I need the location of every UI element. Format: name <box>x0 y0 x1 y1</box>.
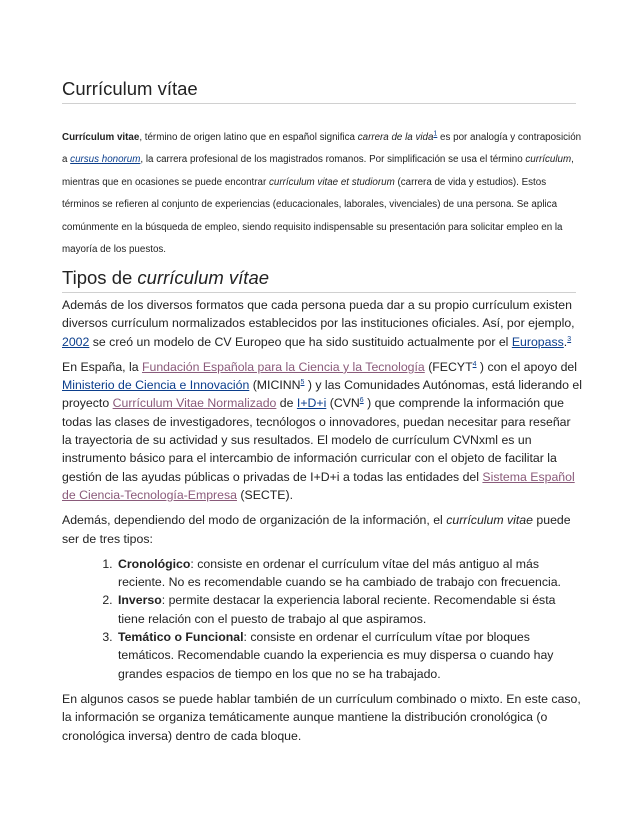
cursus-honorum-link[interactable]: cursus honorum <box>70 154 141 166</box>
fecyt-link[interactable]: Fundación Española para la Ciencia y la Tecnología <box>141 359 425 374</box>
intro-term: Currículum vitae <box>62 132 140 143</box>
intro-paragraph: Currículum vitae, término de origen latino que en español significa carrera de la vida$^1$ es por analogía y contraposición a cursus honorum, la carrera profesional de los magistrados romanos. Por simplificación se usa el término currículum, mientras que en ocasiones se puede encontrar currículum vitae et studiorum (carrera de vida y estudios). Estos términos se refieren al conjunto de experiencias (educacionales, laborales, vivenciales) de una persona. Se aplica comúnmente en la búsqueda de empleo, siendo requisito indispensable su presentación para solicitar empleo en la mayoría de los puestos. <box>62 130 582 256</box>
micinn-link[interactable]: Ministerio de Ciencia e Innovación <box>62 378 250 393</box>
list-item: 1. Cronológico: consiste en ordenar el currículum vítae del más antiguo al más reciente. No es recomendable cuando se ha cambiado de trabajo con frecuencia. <box>116 555 582 592</box>
reference-6-link[interactable]: 6 <box>359 397 364 405</box>
list-item: 2. Inverso: permite destacar la experiencia laboral reciente. Recomendable si ésta tiene relación con el puesto de trabajo al que aspiramos. <box>116 591 582 628</box>
combined-paragraph: En algunos casos se puede hablar también de un currículum combinado o mixto. En este caso, la información se organiza temáticamente aunque mantiene la distribución cronológica (o cronológica inversa) dentro de cada bloque. <box>62 691 581 743</box>
page-title: Currículum vítae <box>62 78 576 104</box>
europass-link[interactable]: Europass <box>511 334 564 349</box>
list-item: 3. Temático o Funcional: consiste en ordenar el currículum vítae por bloques temáticos. Recomendable cuando la experiencia es muy dispersa o cuando hay grandes espacios de tiempo en los que no se ha trabajado. <box>116 628 582 683</box>
intro-meaning: carrera de la vida <box>357 132 434 143</box>
secte-link[interactable]: Sistema Español de Ciencia-Tecnología-Empresa <box>62 469 575 502</box>
reference-3-link[interactable]: 3 <box>567 335 572 343</box>
spain-paragraph: En España, la Fundación Española para la Ciencia y la Tecnología (FECYT$^4$ ) con el apoyo del Ministerio de Ciencia e Innovación (MICINN$^5$ ) y las Comunidades Autónomas, está liderando el proyecto Currículum Vitae Normalizado de I+D+i (CVN$^6$ ) que comprende la información que todas las clases de investigadores, tecnólogos o innovadores, puedan necesitar para reseñar la trayectoria de su actividad y sus resultados. El modelo de currículum CVNxml es un instrumento básico para el intercambio de información curricular con el objeto de facilitar la gestión de las ayudas públicas o privadas de I+D+i a todas las entidades del Sistema Español de Ciencia-Tecnología-Empresa (SECTE). <box>62 359 582 502</box>
types-intro-paragraph: Además, dependiendo del modo de organización de la información, el currículum vitae puede ser de tres tipos: <box>62 513 571 546</box>
types-list <box>62 555 582 683</box>
cvn-link[interactable]: Currículum Vitae Normalizado <box>112 396 277 411</box>
formats-paragraph: Además de los diversos formatos que cada persona pueda dar a su propio currículum existen diversos currículum normalizados establecidos por las instituciones oficiales. Así, por ejemplo, 2002 se creó un modelo de CV Europeo que ha sido sustituido actualmente por el Europass.$^3$ <box>62 298 575 349</box>
section-body <box>62 296 582 752</box>
idi-link[interactable]: I+D+i <box>296 396 327 411</box>
reference-1-link[interactable]: 1 <box>433 130 438 138</box>
section-heading: Tipos de currículum vítae <box>62 267 576 293</box>
reference-4-link[interactable]: 4 <box>472 360 477 368</box>
reference-5-link[interactable]: 5 <box>300 379 305 387</box>
year-2002-link[interactable]: 2002 <box>62 334 90 349</box>
